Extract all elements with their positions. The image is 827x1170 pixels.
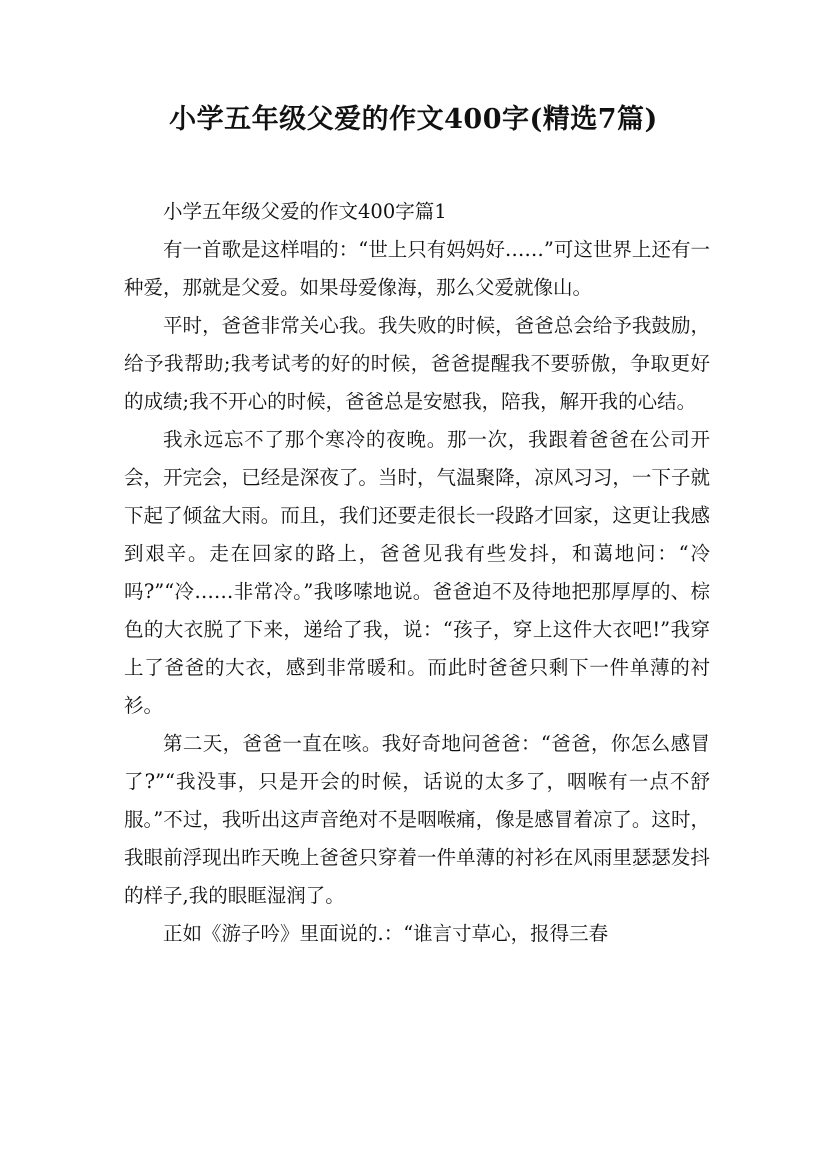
document-title: 小学五年级父爱的作文400字(精选7篇): [169, 104, 658, 135]
section-heading: 小学五年级父爱的作文400字篇1: [163, 200, 447, 223]
paragraph-3: 我永远忘不了那个寒冷的夜晚。那一次，我跟着爸爸在公司开会，开完会，已经是深夜了。当时，气温聚降，凉风习习，一下子就下起了倾盆大雨。而且，我们还要走很长一段路才回家，这更让我感到艰辛。走在回家的路上，爸爸见我有些发抖，和蔼地问：“冷吗?”“冷……非常冷。”我哆嗦地说。爸爸迫不及待地把那厚厚的、棕色的大衣脱了下来，递给了我，说：“孩子，穿上这件大衣吧!”我穿上了爸爸的大衣，感到非常暖和。而此时爸爸只剩下一件单薄的衬衫。: [124, 428, 710, 717]
paragraph-5: 正如《游子吟》里面说的.：“谁言寸草心，报得三春: [163, 922, 609, 945]
paragraph-2: 平时，爸爸非常关心我。我失败的时候，爸爸总会给予我鼓励，给予我帮助;我考试考的好的时候，爸爸提醒我不要骄傲，争取更好的成绩;我不开心的时候，爸爸总是安慰我，陪我，解开我的心结。: [124, 314, 710, 413]
document-body: [124, 193, 710, 953]
paragraph-4: 第二天，爸爸一直在咳。我好奇地问爸爸：“爸爸，你怎么感冒了?”“我没事，只是开会的时候，话说的太多了，咽喉有一点不舒服。”不过，我听出这声音绝对不是咽喉痛，像是感冒着凉了。这时，我眼前浮现出昨天晚上爸爸只穿着一件单薄的衬衫在风雨里瑟瑟发抖的样子,我的眼眶湿润了。: [124, 732, 710, 907]
paragraph-1: 有一首歌是这样唱的：“世上只有妈妈好……”可这世界上还有一种爱，那就是父爱。如果母爱像海，那么父爱就像山。: [124, 238, 710, 299]
